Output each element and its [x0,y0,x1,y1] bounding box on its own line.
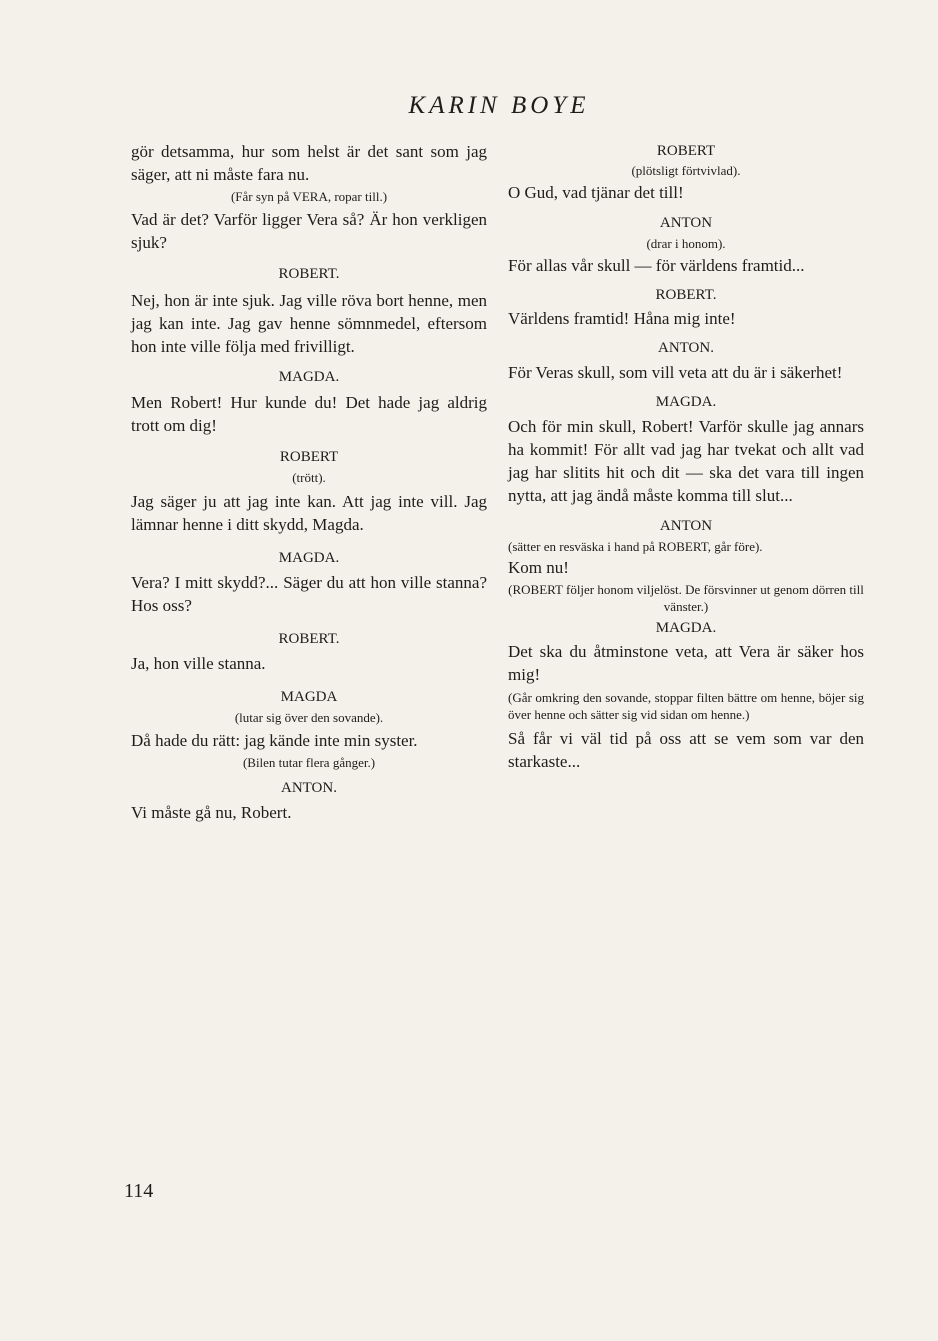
dialogue-line: Vi måste gå nu, Robert. [131,803,292,822]
stage-direction: (plötsligt förtvivlad). [631,163,741,178]
speaker-name: ROBERT. [278,266,340,282]
speaker-name: ANTON. [658,340,714,356]
dialogue-line: Och för min skull, Robert! Varför skulle jag annars ha kommit! För allt vad jag har tvekat och allt vad jag har slitits hit och dit — ska det vara till ingen nytta, att jag ändå måste komma till slut... [508,417,864,505]
stage-direction: (Bilen tutar flera gånger.) [242,755,376,770]
dialogue-line: Nej, hon är inte sjuk. Jag ville röva bort henne, men jag kan inte. Jag gav henne sömnmedel, eftersom hon inte ville följa med frivilligt. [131,291,487,356]
stage-direction: (lutar sig över den sovande). [234,710,384,725]
right-column [508,140,864,773]
speaker-name: ROBERT. [278,631,340,647]
speaker-name: ANTON [659,518,713,534]
speaker-name: MAGDA. [655,620,717,636]
stage-direction: (drar i honom). [646,236,726,251]
speaker-name: ANTON [659,215,713,231]
dialogue-line: O Gud, vad tjänar det till! [508,183,684,202]
dialogue-line: Jag säger ju att jag inte kan. Att jag inte vill. Jag lämnar henne i ditt skydd, Magda. [131,492,487,534]
stage-direction: (Går omkring den sovande, stoppar filten bättre om henne, böjer sig över henne och sätter sig vid sidan om henne.) [508,690,864,722]
dialogue-line: Kom nu! [508,558,569,577]
stage-direction: (sätter en resväska i hand på ROBERT, går före). [508,539,763,554]
stage-direction: (ROBERT följer honom viljelöst. De försvinner ut genom dörren till vänster.) [508,582,864,614]
stage-direction: (trött). [292,470,326,485]
speaker-name: MAGDA. [278,369,340,385]
speaker-name: ROBERT. [655,287,717,303]
dialogue-line: Men Robert! Hur kunde du! Det hade jag aldrig trott om dig! [131,393,487,435]
stage-direction: (Får syn på VERA, ropar till.) [230,189,388,204]
speaker-name: MAGDA. [655,394,717,410]
speaker-name: ANTON. [281,780,337,796]
page-number: 114 [124,1180,154,1202]
dialogue-line: Ja, hon ville stanna. [131,654,266,673]
dialogue-line: Vad är det? Varför ligger Vera så? Är hon verkligen sjuk? [131,210,487,252]
speaker-name: MAGDA [280,689,338,705]
dialogue-line: gör detsamma, hur som helst är det sant som jag säger, att ni måste fara nu. [131,142,487,184]
dialogue-line: Det ska du åtminstone veta, att Vera är säker hos mig! [508,642,864,684]
left-column [131,140,487,824]
speaker-name: ROBERT [656,143,716,159]
speaker-name: ROBERT [279,449,339,465]
dialogue-line: Vera? I mitt skydd?... Säger du att hon ville stanna? Hos oss? [131,573,487,615]
dialogue-line: Så får vi väl tid på oss att se vem som var den starkaste... [508,729,864,771]
running-header: KARIN BOYE [408,92,590,119]
dialogue-line: Då hade du rätt: jag kände inte min syster. [131,731,418,750]
dialogue-line: Världens framtid! Håna mig inte! [508,309,736,328]
dialogue-line: För Veras skull, som vill veta att du är i säkerhet! [508,363,843,382]
dialogue-line: För allas vår skull — för världens framtid... [508,256,805,275]
speaker-name: MAGDA. [278,550,340,566]
